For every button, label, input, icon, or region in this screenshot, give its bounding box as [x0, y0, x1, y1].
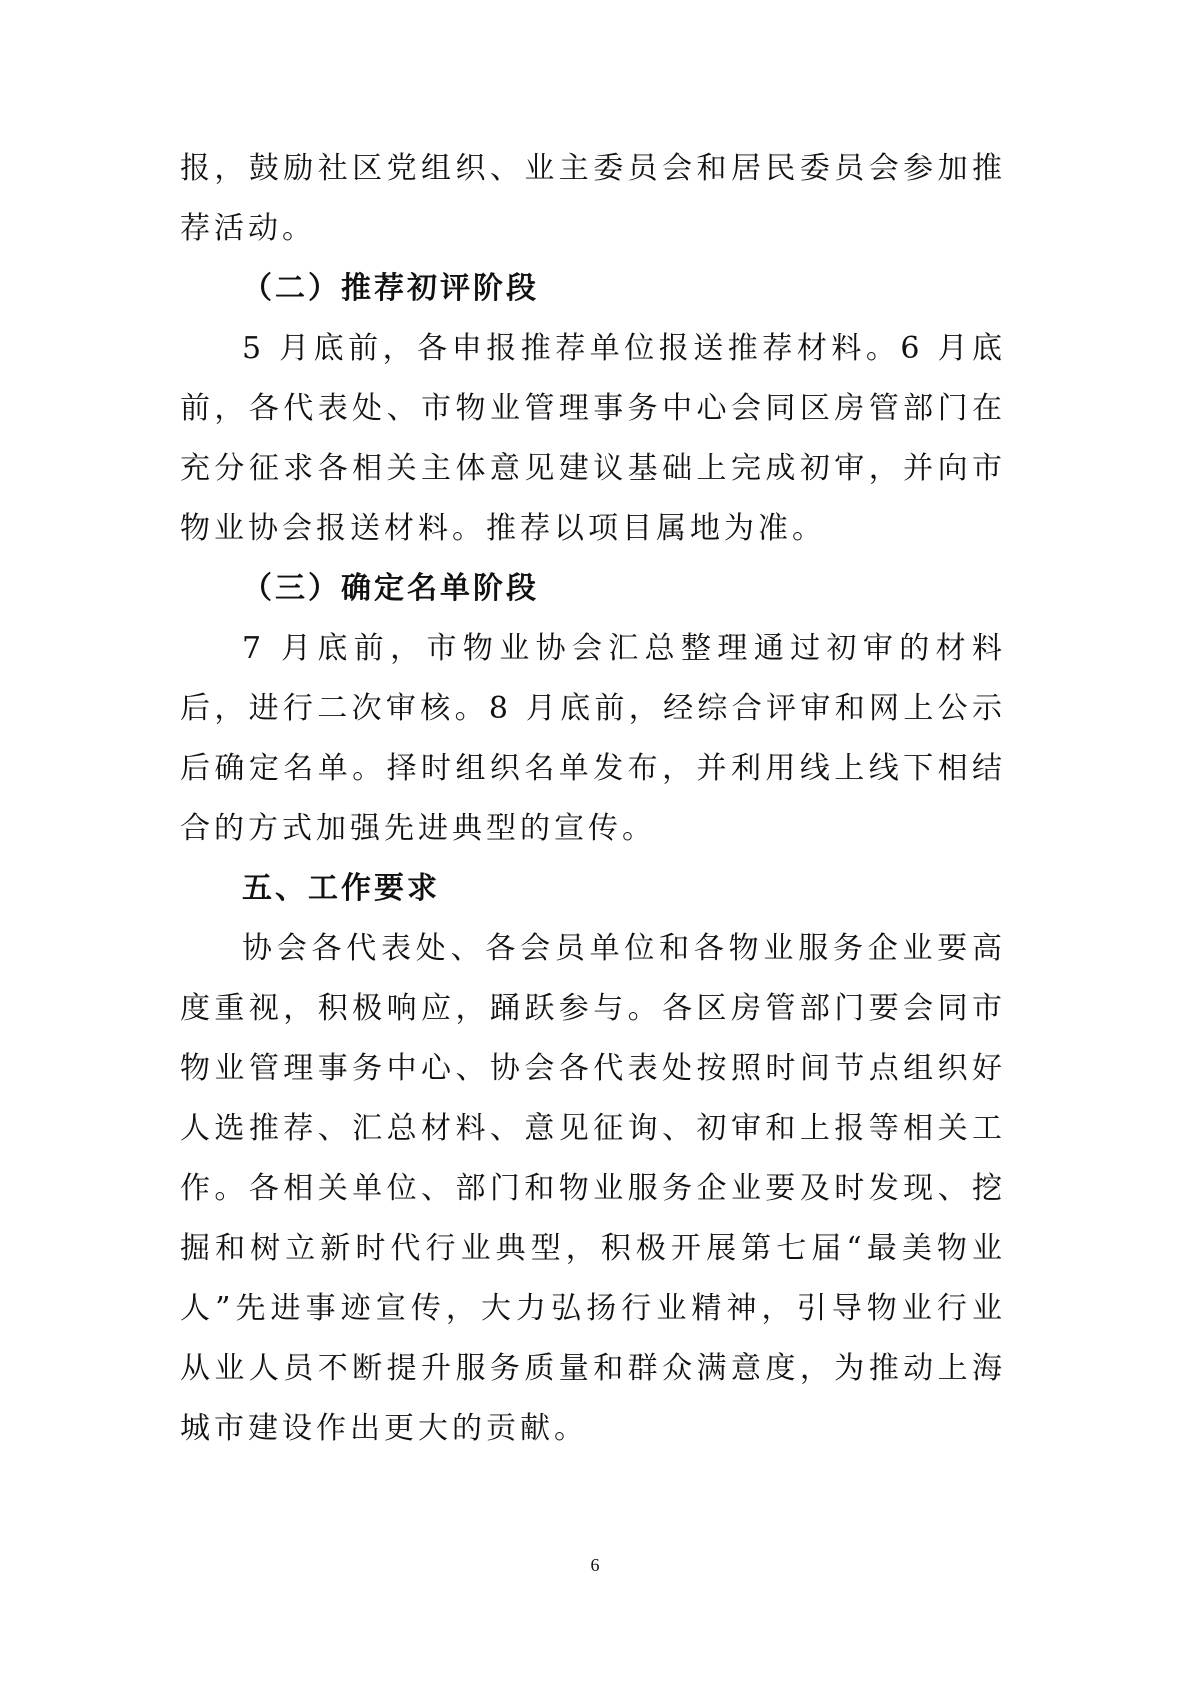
body-text [180, 139, 1006, 1459]
paragraph-stage-3: 7 月底前，市物业协会汇总整理通过初审的材料后，进行二次审核。8 月底前，经综合评审和网上公示后确定名单。择时组织名单发布，并利用线上线下相结合的方式加强先进典型的宣传。 [180, 631, 1006, 846]
heading-stage-2: （二）推荐初评阶段 [242, 271, 539, 306]
page-number: 6 [590, 1555, 600, 1575]
paragraph-stage-2: 5 月底前，各申报推荐单位报送推荐材料。6 月底前，各代表处、市物业管理事务中心会同区房管部门在充分征求各相关主体意见建议基础上完成初审，并向市物业协会报送材料。推荐以项目属地为准。 [180, 331, 1006, 546]
paragraph-section-5: 协会各代表处、各会员单位和各物业服务企业要高度重视，积极响应，踊跃参与。各区房管部门要会同市物业管理事务中心、协会各代表处按照时间节点组织好人选推荐、汇总材料、意见征询、初审和上报等相关工作。各相关单位、部门和物业服务企业要及时发现、挖掘和树立新时代行业典型，积极开展第七届“最美物业人”先进事迹宣传，大力弘扬行业精神，引导物业行业从业人员不断提升服务质量和群众满意度，为推动上海城市建设作出更大的贡献。 [180, 931, 1006, 1446]
paragraph-continuation: 报，鼓励社区党组织、业主委员会和居民委员会参加推荐活动。 [180, 151, 1006, 246]
heading-stage-3: （三）确定名单阶段 [242, 571, 539, 606]
heading-section-5: 五、工作要求 [242, 871, 440, 906]
